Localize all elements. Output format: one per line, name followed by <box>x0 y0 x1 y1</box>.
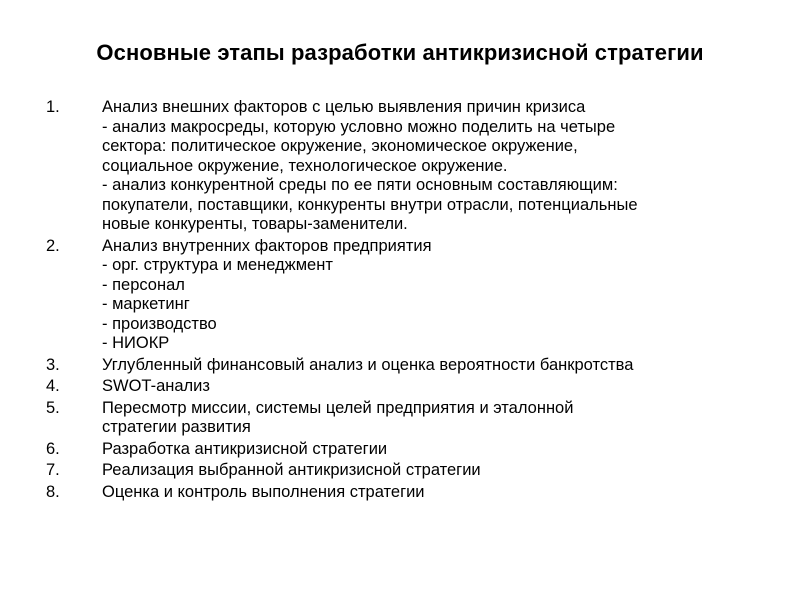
stage-text-line: стратегии развития <box>102 418 251 436</box>
stage-number: 2. <box>46 236 60 255</box>
stage-text-line: - НИОКР <box>102 334 170 352</box>
stage-text-line: Оценка и контроль выполнения стратегии <box>102 482 425 501</box>
stage-text-line: - орг. структура и менеджмент <box>102 256 333 274</box>
stage-text-line: Углубленный финансовый анализ и оценка вероятности банкротства <box>102 355 634 374</box>
stage-number: 7. <box>46 461 60 479</box>
stage-item-5 <box>46 399 766 438</box>
stage-text-line: сектора: политическое окружение, экономическое окружение, <box>102 137 578 155</box>
stage-text-line: новые конкуренты, товары-заменители. <box>102 215 408 233</box>
stage-text-line: покупатели, поставщики, конкуренты внутри отрасли, потенциальные <box>102 195 638 214</box>
stage-number: 8. <box>46 482 60 501</box>
stage-item-8 <box>46 483 766 503</box>
stage-text-line: социальное окружение, технологическое окружение. <box>102 156 508 175</box>
stage-text-line: - персонал <box>102 275 185 294</box>
stage-text-line: Разработка антикризисной стратегии <box>102 439 388 458</box>
stage-number: 6. <box>46 439 60 458</box>
stage-item-6 <box>46 440 766 460</box>
stage-text-line: Реализация выбранной антикризисной стратегии <box>102 461 481 479</box>
stages-list <box>46 98 766 504</box>
slide-title: Основные этапы разработки антикризисной стратегии <box>96 40 704 65</box>
stage-text-line: - маркетинг <box>102 295 190 313</box>
stage-item-1 <box>46 98 766 235</box>
stage-number: 5. <box>46 398 60 417</box>
stage-item-3 <box>46 356 766 376</box>
stage-number: 1. <box>46 98 60 116</box>
stage-number: 3. <box>46 355 60 374</box>
stage-text-line: Анализ внутренних факторов предприятия <box>102 236 432 255</box>
stage-text-line: - анализ конкурентной среды по ее пяти основным составляющим: <box>102 176 618 194</box>
stage-text-line: Анализ внешних факторов с целью выявления причин кризиса <box>102 98 586 116</box>
stage-item-4 <box>46 377 766 397</box>
stage-text-line: Пересмотр миссии, системы целей предприятия и эталонной <box>102 398 574 417</box>
stage-text-line: - анализ макросреды, которую условно можно поделить на четыре <box>102 117 616 136</box>
stage-text-line: - производство <box>102 314 217 333</box>
stage-text-line: SWOT-анализ <box>102 377 210 395</box>
stage-number: 4. <box>46 377 60 395</box>
stage-item-2 <box>46 237 766 354</box>
stage-item-7 <box>46 461 766 481</box>
